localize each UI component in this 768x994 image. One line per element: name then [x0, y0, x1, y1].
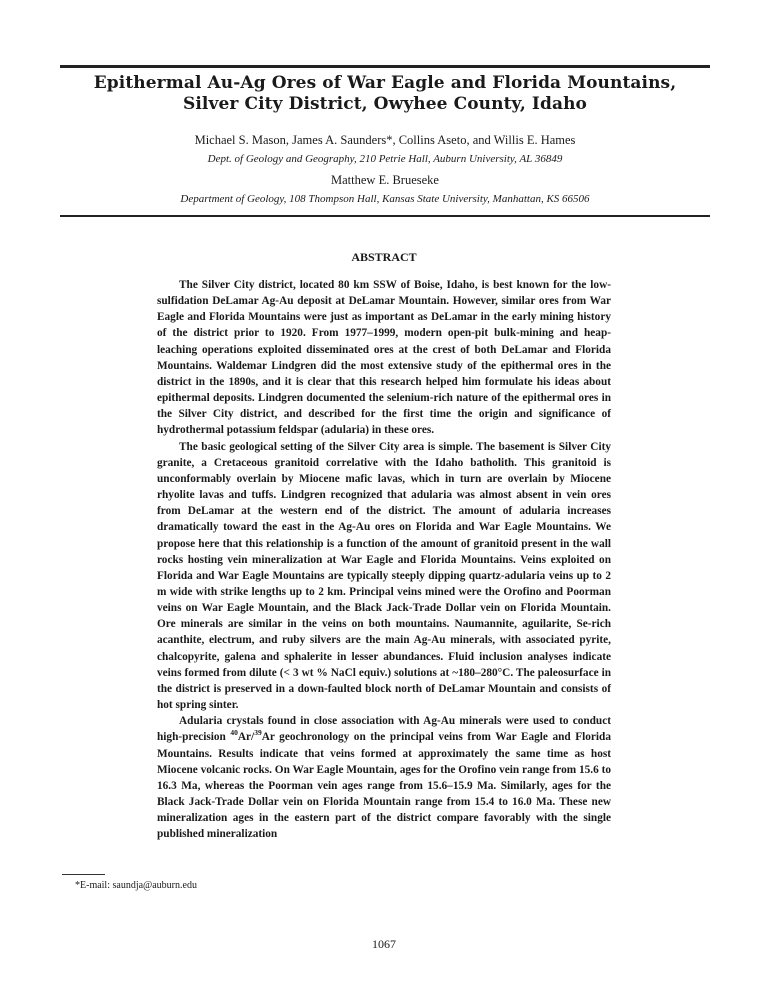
- authors-group-2: Matthew E. Brueseke: [331, 173, 439, 187]
- footnote-rule: [62, 874, 105, 875]
- abstract-paragraph-3: [157, 713, 611, 842]
- header-bottom-rule: [60, 215, 710, 217]
- abstract-paragraph-1: The Silver City district, located 80 km SSW of Boise, Idaho, is best known for the low-sulfidation DeLamar Ag-Au deposit at DeLamar Mountain. However, similar ores from War Eagle and Florida Mountains were just as important as DeLamar in the early mining history of the district prior to 1920. From 1977–1999, modern open-pit bulk-mining and heap-leaching operations exploited disseminated ores at the crest of both DeLamar and Florida Mountains. Waldemar Lindgren did the most extensive study of the epithermal ores in the district in the 1890s, and it is clear that this research helped him formulate his ideas about epithermal deposits. Lindgren documented the selenium-rich nature of the epithermal ores in the Silver City district, and described for the first time the origin and significance of hydrothermal potassium feldspar (adularia) in these ores.: [157, 279, 611, 437]
- abstract-p3-intro: Adularia crystals found in close association with Ag-Au minerals were used to conduct high-precision: [157, 715, 611, 744]
- isotope-40-superscript: 40: [230, 728, 238, 738]
- title-line-2: Silver City District, Owyhee County, Idaho: [183, 94, 587, 114]
- abstract-p3-rest: Ar geochronology on the principal veins from War Eagle and Florida Mountains. Results indicate that veins formed at approximately the same time as host Miocene volcanic rocks. On War Eagle Mountain, ages for the Orofino vein range from 15.6 to 16.3 Ma, whereas the Poorman vein ages range from 15.6–15.9 Ma. Similarly, ages for the Black Jack-Trade Dollar vein on Florida Mountain range from 15.4 to 16.0 Ma. These new mineralization ages in the eastern part of the district compare favorably with the single published mineralization: [157, 731, 611, 841]
- top-rule: [60, 65, 710, 68]
- footnote-email: *E-mail: saundja@auburn.edu: [75, 880, 197, 891]
- affiliation-2: Department of Geology, 108 Thompson Hall, Kansas State University, Manhattan, KS 66506: [180, 193, 590, 205]
- title-line-1: Epithermal Au-Ag Ores of War Eagle and Florida Mountains,: [93, 73, 677, 93]
- authors-group-1: Michael S. Mason, James A. Saunders*, Collins Aseto, and Willis E. Hames: [194, 133, 576, 147]
- page-number: 1067: [372, 937, 396, 951]
- argon-label: Ar/: [237, 731, 255, 744]
- affiliation-1: Dept. of Geology and Geography, 210 Petrie Hall, Auburn University, AL 36849: [207, 153, 563, 165]
- abstract-heading: ABSTRACT: [351, 250, 417, 264]
- paper-title: [60, 73, 710, 115]
- abstract-paragraph-2: The basic geological setting of the Silver City area is simple. The basement is Silver City granite, a Cretaceous granitoid correlative with the Idaho batholith. This granitoid is unconformably overlain by Miocene mafic lavas, which in turn are overlain by Miocene rhyolite lavas and tuffs. Lindgren recognized that adularia was almost absent in vein ores from DeLamar at the western end of the district. The amount of adularia increases dramatically toward the east in the Ag-Au ores on Florida and War Eagle Mountains. We propose here that this relationship is a function of the amount of granitoid present in the wall rocks hosting vein mineralization at War Eagle and Florida Mountains. Veins exploited on Florida and War Eagle Mountains are typically steeply dipping quartz-adularia veins up to 2 m wide with strike lengths up to 2 km. Principal veins mined were the Orofino and Poorman veins on War Eagle Mountain, and the Black Jack-Trade Dollar vein on Florida Mountain. Ore minerals are similar in the veins on both mountains. Naumannite, aguilarite, Se-rich acanthite, electrum, and ruby silvers are the main Ag-Au minerals, with associated pyrite, chalcopyrite, galena and sphalerite in lesser abundances. Fluid inclusion analyses indicate veins formed from dilute (< 3 wt % NaCl equiv.) solutions at ~180–280°C. The paleosurface in the district is preserved in a down-faulted block north of DeLamar Mountain and consists of hot spring sinter.: [157, 440, 611, 712]
- isotope-39-superscript: 39: [254, 728, 262, 738]
- abstract-body: [157, 277, 611, 842]
- header-block: [60, 73, 710, 205]
